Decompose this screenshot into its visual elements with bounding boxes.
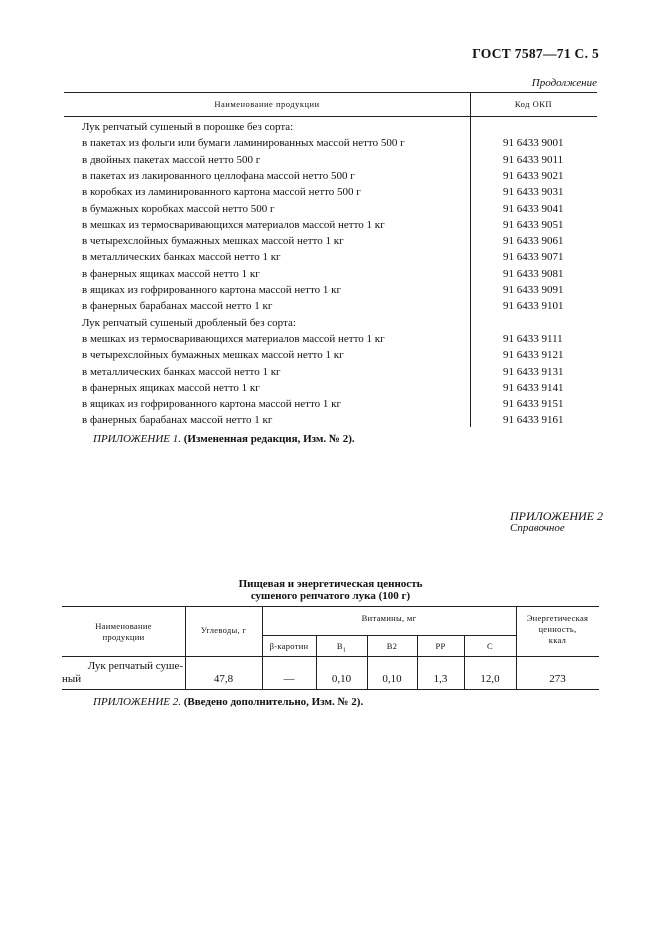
cell-energy: 273: [549, 673, 566, 685]
cell-pp: 1,3: [433, 673, 448, 685]
table-row-code: 91 6433 9161: [503, 414, 564, 427]
table-row-code: 91 6433 9011: [503, 153, 564, 166]
table-row-name: в двойных пакетах массой нетто 500 г: [82, 153, 261, 166]
table-row-name: в фанерных барабанах массой нетто 1 кг: [82, 414, 273, 427]
continuation-label: Продолжение: [531, 77, 597, 89]
table-row-code: 91 6433 9051: [503, 218, 564, 231]
table-row-name: в мешках из термосваривающихся материалов массой нетто 1 кг: [82, 218, 385, 231]
header-product-name-2: продукции: [102, 632, 145, 642]
table-row-name: в фанерных ящиках массой нетто 1 кг: [82, 381, 260, 394]
table-row-code: 91 6433 9131: [503, 365, 564, 378]
header-b1: [316, 641, 367, 657]
page-header: ГОСТ 7587—71 С. 5: [472, 46, 599, 61]
table-row-name: в четырехслойных бумажных мешках массой нетто 1 кг: [82, 235, 344, 248]
header-c: C: [487, 641, 493, 651]
header-pp: PP: [435, 641, 446, 651]
table2-title-line1: Пищевая и энергетическая ценность: [238, 578, 423, 590]
table-row-name: в фанерных барабанах массой нетто 1 кг: [82, 300, 273, 313]
table-row-name: в пакетах из фольги или бумаги ламинированных массой нетто 500 г: [82, 137, 405, 150]
table-row-code: 91 6433 9111: [503, 332, 563, 345]
header-b2: B2: [386, 641, 398, 651]
table-row-code: 91 6433 9071: [503, 251, 564, 264]
table-row-name: в фанерных ящиках массой нетто 1 кг: [82, 267, 260, 280]
table-row-name: в металлических банках массой нетто 1 кг: [82, 251, 281, 264]
table-row-name: в металлических банках массой нетто 1 кг: [82, 365, 281, 378]
table-row-code: 91 6433 9121: [503, 349, 564, 362]
note-text: (Введено дополнительно, Изм. № 2).: [183, 696, 364, 708]
table-row-name: в мешках из термосваривающихся материалов массой нетто 1 кг: [82, 332, 385, 345]
table2-title-line2: сушеного репчатого лука (100 г): [250, 590, 411, 602]
header-vitamins: Витамины, мг: [361, 613, 417, 623]
cell-b1: 0,10: [331, 673, 352, 685]
table-row-name: в пакетах из лакированного целлофана массой нетто 500 г: [82, 169, 355, 182]
table-row-code: 91 6433 9031: [503, 186, 564, 199]
table-row-name: Лук репчатый сушеный в порошке без сорта:: [82, 121, 294, 133]
appendix2-title: ПРИЛОЖЕНИЕ 2: [510, 509, 603, 523]
row-product-name-line1: Лук репчатый суше-: [87, 660, 183, 672]
table-row-code: 91 6433 9101: [503, 300, 564, 313]
header-carbs: Углеводы, г: [200, 625, 247, 635]
table-row-code: 91 6433 9141: [503, 381, 564, 394]
appendix1-note: [93, 433, 355, 445]
appendix2-note: [93, 696, 363, 708]
table-row-code: 91 6433 9021: [503, 169, 564, 182]
note-text: (Измененная редакция, Изм. № 2).: [183, 433, 355, 445]
table-row-name: Лук репчатый сушеный дробленый без сорта:: [82, 316, 296, 329]
row-product-name-line2: ный: [62, 673, 82, 685]
row-product-name: [62, 660, 183, 686]
table-row-code: 91 6433 9081: [503, 267, 564, 280]
note-label: ПРИЛОЖЕНИЕ 2.: [93, 696, 181, 708]
column-header-name: Наименование продукции: [214, 99, 320, 109]
table-row-code: 91 6433 9061: [503, 235, 564, 248]
table-row-name: в ящиках из гофрированного картона массой нетто 1 кг: [82, 284, 341, 296]
table-row-name: в ящиках из гофрированного картона массой нетто 1 кг: [82, 398, 341, 411]
cell-carbs: 47,8: [213, 673, 234, 685]
table-row-name: в бумажных коробках массой нетто 500 г: [82, 202, 275, 215]
note-label: ПРИЛОЖЕНИЕ 1.: [93, 433, 181, 445]
header-product-name-1: Наименование: [95, 621, 152, 631]
table-row-code: 91 6433 9001: [503, 137, 564, 150]
b1-index: 1: [342, 647, 347, 654]
header-energy-2: ценность,: [538, 624, 577, 634]
table-row-code: 91 6433 9151: [503, 398, 564, 411]
header-energy-3: ккал: [548, 635, 567, 645]
b1-letter: B: [336, 641, 343, 651]
header-carotene: β-каротин: [269, 641, 309, 651]
appendix2-subtitle: Справочное: [510, 522, 565, 534]
cell-carotene: —: [283, 673, 295, 685]
table-row-name: в коробках из ламинированного картона массой нетто 500 г: [82, 186, 361, 199]
table-row-code: 91 6433 9091: [503, 284, 564, 296]
column-header-code: Код ОКП: [514, 99, 553, 109]
cell-c: 12,0: [480, 673, 500, 685]
header-energy-1: Энергетическая: [526, 613, 589, 623]
cell-b2: 0,10: [382, 673, 402, 685]
table-row-code: 91 6433 9041: [503, 202, 564, 215]
table-row-name: в четырехслойных бумажных мешках массой нетто 1 кг: [82, 349, 344, 362]
